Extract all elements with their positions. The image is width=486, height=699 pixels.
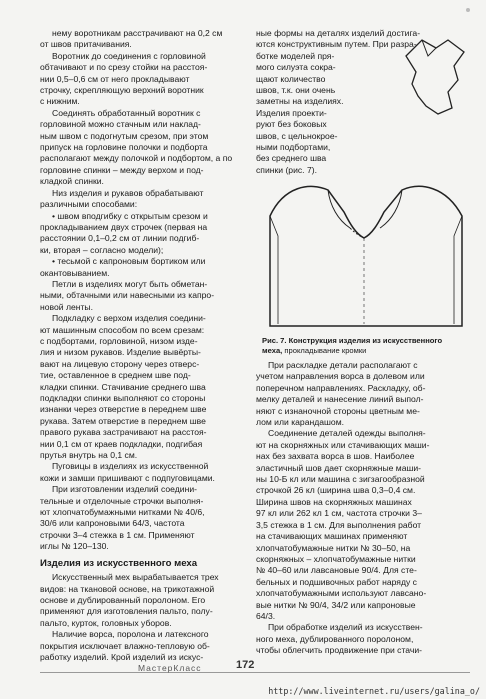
figure-caption [262,336,462,356]
paragraph: Петли в изделиях могут быть обметан- ными, обтачными или навесными из капро- новой ленты. [40,278,215,312]
collar-sketch [402,36,468,118]
garment-pattern-sketch [264,176,468,336]
corner-mark [466,8,470,12]
paragraph: Подкладку с верхом изделия соедини- ют машинным способом по всем срезам: с подбортами, горловиной, низом изде- лия и низом рукавов. Изделие вывёрты- вают на лицевую сторону через отверс- тие, оставленное в среднем шве под- кладки спинки. Стачивание среднего шва подкладки спинки выполняют со стороны изнанки через отверстие в переднем шве рукава. Затем отверстие в переднем шве правого рукава застрачивают на расстоя- нии 0,1 см от краев подкладки, подгибая прутья внутрь на 0,1 см. [40,313,207,461]
paragraph: ные формы на деталях изделий достига- ются конструктивным путем. При разра- ботке моделей пря- мого силуэта сокра- щают количество швов, т.к. они очень заметны на изделиях. Изделия проекти- руют без боковых швов, с цельнокрое- ными подбортами, без среднего шва спинки (рис. 7). [256,28,421,175]
figure-area [256,28,470,358]
caption-text: прокладывание кромки [282,345,367,355]
page-number: 172 [236,659,255,671]
paragraph: Пуговицы в изделиях из искусственной кожи и замши пришивают с подпуговицами. [40,461,215,483]
paragraph: нему воротникам расстрачивают на 0,2 см от швов притачивания. [40,28,223,50]
paragraph: Низ изделия и рукавов обрабатывают различными способами: [40,187,204,210]
paragraph: Наличие ворса, поролона и латексного покрытия исключает влажно-тепловую об- работку изделий. Крой изделий из искус- [40,629,210,662]
paragraph: При обработке изделий из искусствен- ного меха, дублированного поролоном, чтобы облегчить продвижение при стачи- [256,622,423,656]
right-column [256,360,470,657]
bullet-item: • швом вподгибку с открытым срезом и прокладыванием двух строчек (первая на расстоянии 0,1–0,2 см от линии подгиб- ки, вторая – согласно модели); [40,210,208,255]
paragraph: При изготовлении изделий соедини- тельные и отделочные строчки выполня- ют хлопчатобумажными нитками № 40/6, 30/6 или капроновыми 64/3, частота строчки 3–4 стежка в 1 см. Применяют иглы № 120–130. [40,484,205,552]
paragraph: При раскладке детали располагают с учетом направления ворса в долевом или поперечном направлениях. Раскладку, об- мелку деталей и нанесение линий выпол- няют с изнаночной стороны цветным ме- лом или карандашом. [256,360,426,428]
magazine-name: МастерКласс [138,663,202,673]
paragraph: Искусственный мех вырабатывается трех видов: на ткановой основе, на трикотажной основе и дублированный поролоном. Его применяют для изготовления пальто, полу- пальто, курток, головных уборов. [40,572,219,628]
left-column [40,28,248,663]
paragraph: Соединять обработанный воротник с горловиной можно стачным или наклад- ным швом с подогнутым срезом, при этом припуск на горловине полочки и подборта располагают между полочкой и подбортом, а по горловине спинки – между верхом и под- кладкой спинки. [40,107,233,187]
source-url[interactable]: http://www.liveinternet.ru/users/galina_o/ [268,686,480,696]
footer-rule [40,672,470,673]
bullet-item: • тесьмой с капроновым бортиком или окантовыванием. [40,256,206,278]
caption-title: Рис. 7. Конструкция изделия из искусственного меха, [262,336,443,355]
paragraph: Соединение деталей одежды выполня- ют на скорняжных или стачивающих маши- нах без захвата ворса в шов. Наиболее эластичный шов дает скорняжные маши- ны 10-Б кл или машина с зигзагообразной строчкой 26 кл (ширина шва 0,3–0,4 см. Ширина швов на скорняжных машинах 97 кл или 262 кл 1 см, частота строчки 3– 3,5 стежка в 1 см. Для выполнения работ на стачивающих машинах применяют хлопчатобумажные нитки № 30–50, на скорняжных – хлопчатобумажные нитки № 40–60 или лавсановые 90/4. Для сте- бельных и подшивочных работ наряду с хлопчатобумажными используют лавсано- вые нитки № 90/4, 34/2 или капроновые 64/3. [256,428,430,621]
paragraph: Воротник до соединения с горловиной обтачивают и по срезу стойки на расстоя- нии 0,5–0,6 см от него прокладывают строчку, скрепляющую верхний воротник с нижним. [40,50,208,107]
section-heading: Изделия из искусственного меха [40,557,198,569]
